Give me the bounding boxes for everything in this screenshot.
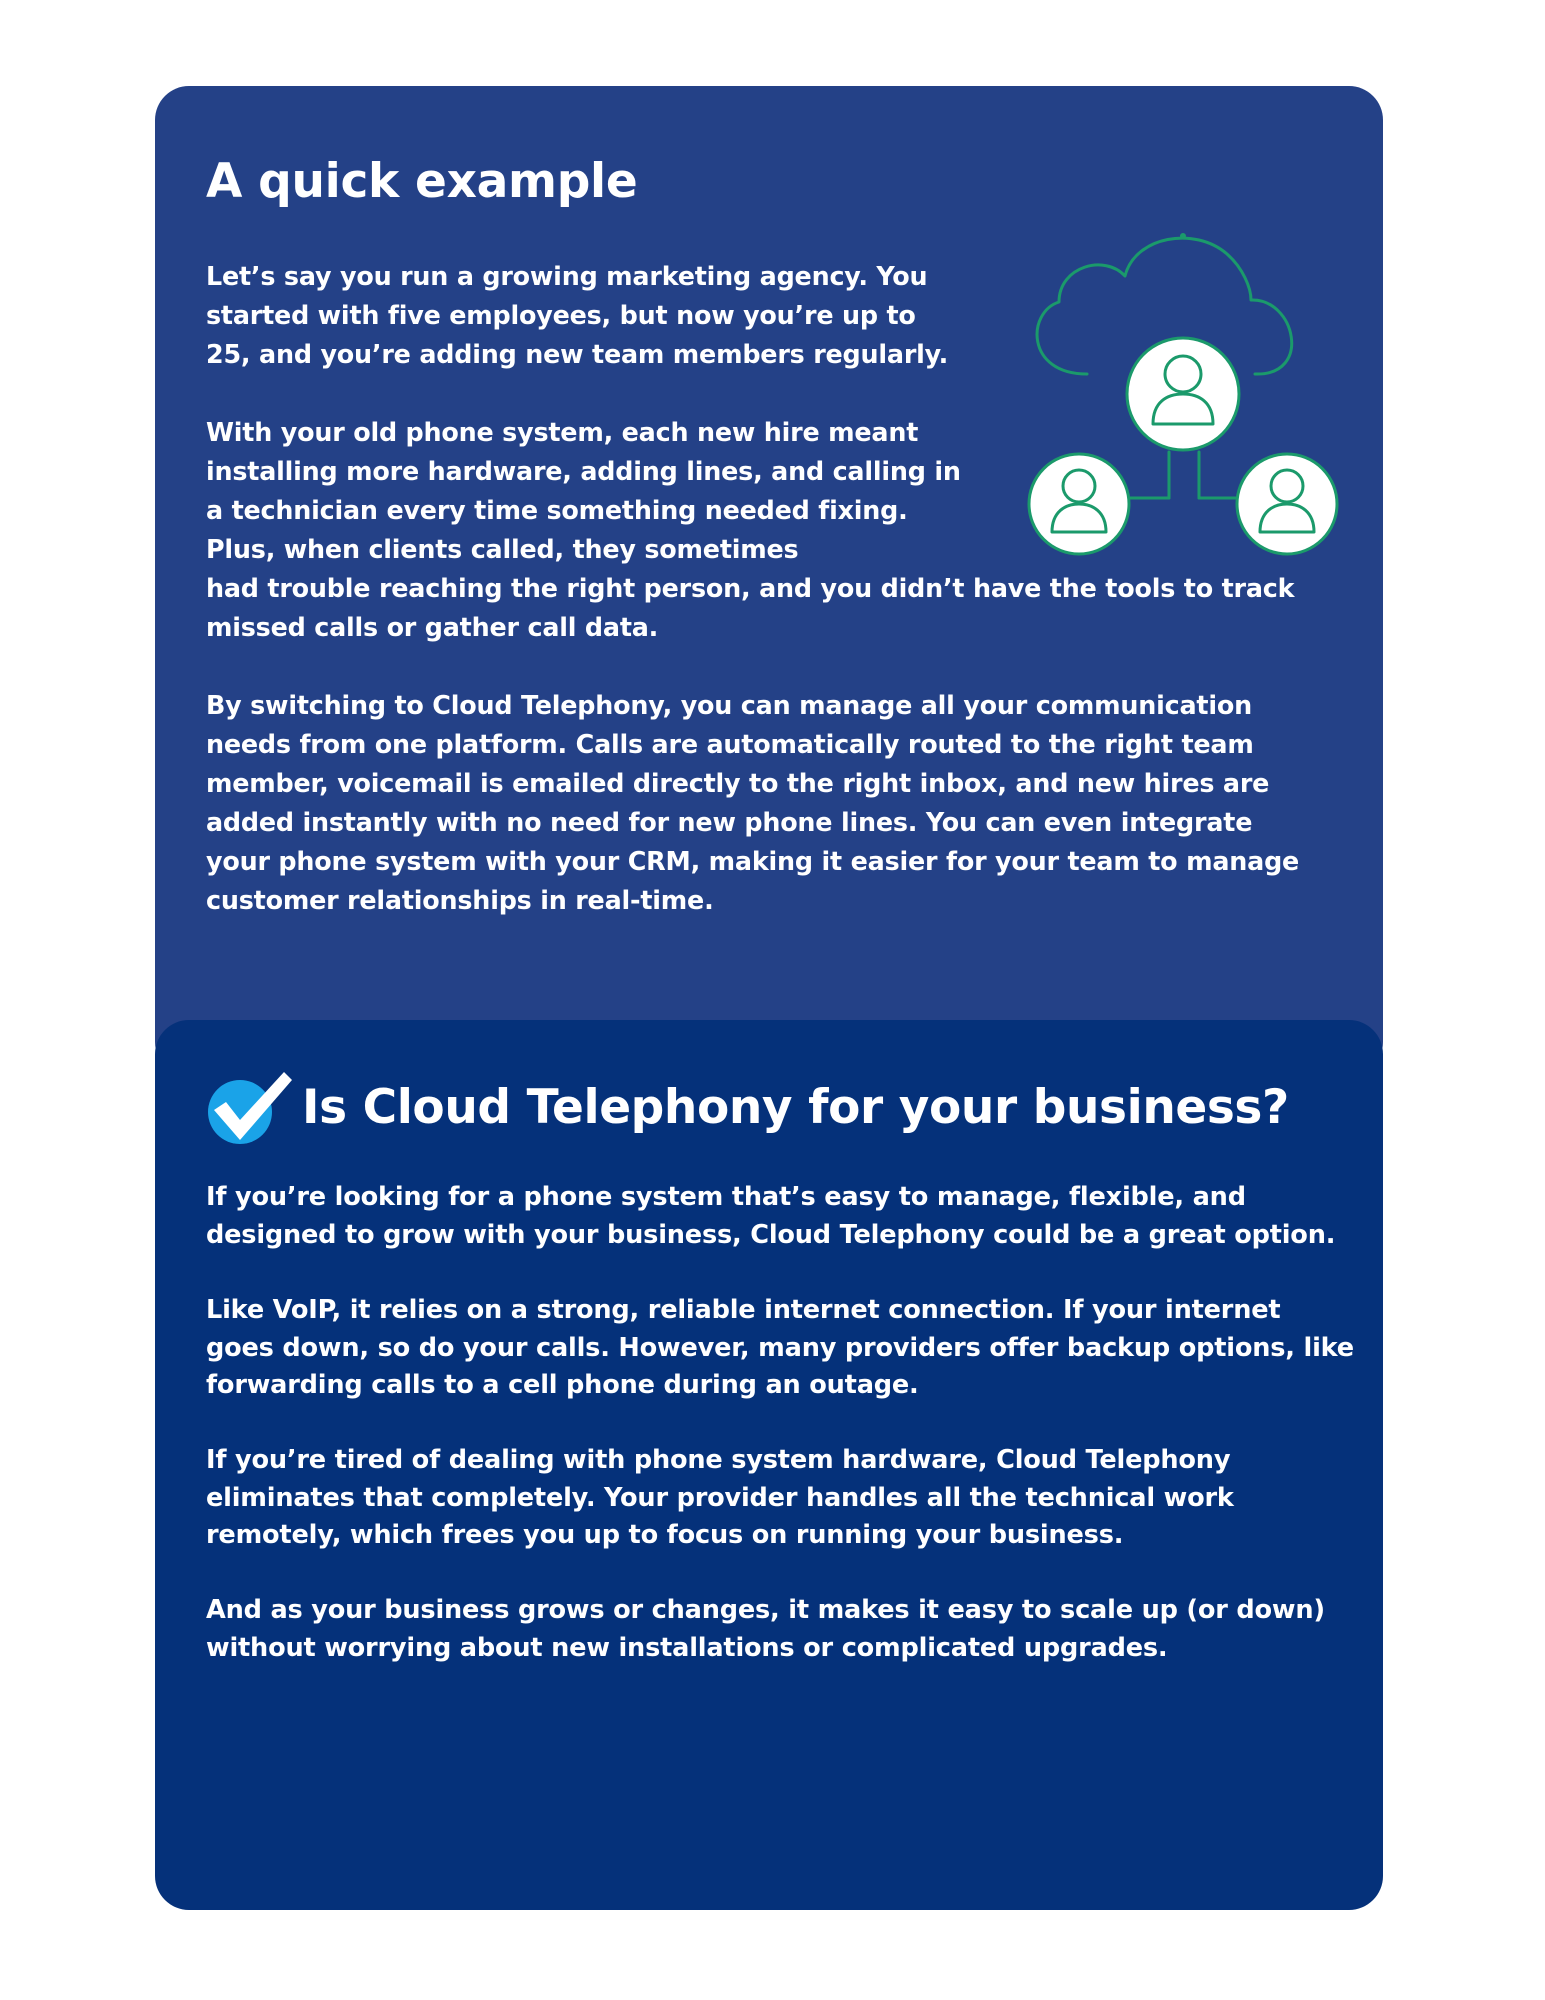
example-paragraph-2-continued: had trouble reaching the right person, and you didn’t have the tools to track missed calls or gather call data. — [206, 573, 1295, 642]
checkmark-icon — [206, 1068, 296, 1148]
example-paragraph-3: By switching to Cloud Telephony, you can manage all your communication needs from one platform. Calls are automatically routed to the right team member, voicemail is emailed directly to the right inbox, and new hires are added instantly with no need for new phone lines. You can even integrate your phone system with your CRM, making it easier for your team to manage customer relationships in real-time. — [206, 690, 1300, 915]
cloud-team-network-icon — [955, 226, 1355, 646]
fit-paragraph-1: If you’re looking for a phone system that’s easy to manage, flexible, and designed to grow with your business, Cloud Telephony could be a great option. — [206, 1182, 1336, 1250]
quick-example-card — [155, 86, 1383, 1076]
business-fit-card — [155, 1020, 1383, 1910]
fit-paragraph-2: Like VoIP, it relies on a strong, reliable internet connection. If your internet goes down, so do your calls. However, many providers offer backup options, like forwarding calls to a cell phone during an outage. — [206, 1295, 1354, 1400]
example-paragraph-1: Let’s say you run a growing marketing agency. You started with five employees, but now you’re up to 25, and you’re adding new team members regularly. — [206, 261, 949, 369]
section-heading-row — [206, 1068, 1289, 1148]
section-title: A quick example — [206, 154, 638, 209]
example-paragraph-2: With your old phone system, each new hire meant installing more hardware, adding lines, and calling in a technician every time something needed fixing. Plus, when clients called, they sometimes — [206, 417, 961, 564]
fit-paragraph-4: And as your business grows or changes, it makes it easy to scale up (or down) without worrying about new installations or complicated upgrades. — [206, 1595, 1325, 1663]
section-heading: Is Cloud Telephony for your business? — [302, 1080, 1289, 1136]
fit-paragraph-3: If you’re tired of dealing with phone system hardware, Cloud Telephony eliminates that completely. Your provider handles all the technical work remotely, which frees you up to focus on running your business. — [206, 1445, 1234, 1550]
